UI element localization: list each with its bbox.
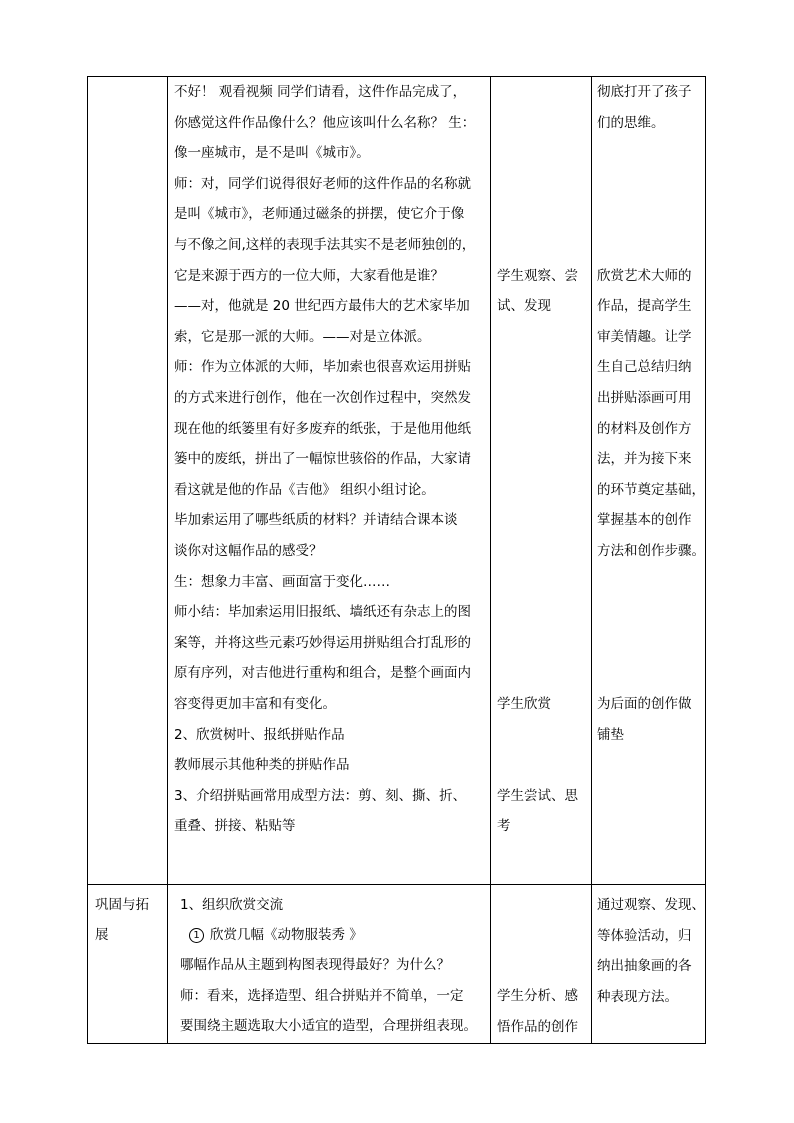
content-line: 铺垫 (597, 726, 624, 743)
content-line: 教师展示其他种类的拼贴作品 (174, 757, 350, 774)
stage-label: 巩固与拓 (95, 897, 149, 913)
content-line: 为后面的创作做 (597, 696, 692, 712)
content-line: 师小结：毕加索运用旧报纸、墙纸还有杂志上的图 (174, 604, 471, 621)
content-line: 们的思维。 (597, 114, 665, 131)
content-line: 师：看来，选择造型、组合拼贴并不简单，一定 (180, 987, 464, 1004)
stage-label: 展 (95, 927, 109, 943)
row-divider (88, 884, 705, 885)
content-line: 考 (497, 818, 511, 835)
content-line: 师：对，同学们说得很好老师的这件作品的名称就 (174, 175, 471, 192)
content-line: 像一座城市，是不是叫《城市》。 (174, 145, 370, 162)
content-line: 学生观察、尝 (497, 267, 578, 284)
content-line: 掌握基本的创作 (597, 512, 692, 529)
content-line: 的环节奠定基础， (597, 481, 705, 498)
content-line: 生：想象力丰富、画面富于变化…… (174, 573, 390, 590)
content-line: 2、欣赏树叶、报纸拼贴作品 (174, 726, 345, 743)
content-line: 等体验活动，归 (597, 927, 692, 944)
content-line: 原有序列，对吉他进行重构和组合，是整个画面内 (174, 665, 471, 682)
content-line: ——对，他就是 20 世纪西方最伟大的艺术家毕加 (174, 298, 470, 315)
content-line: 欣赏艺术大师的 (597, 267, 692, 284)
content-line: 谈你对这幅作品的感受？ (174, 543, 323, 559)
content-line: 的方式来进行创作，他在一次创作过程中，突然发 (174, 390, 471, 406)
column-divider (591, 77, 592, 1043)
content-line: 试、发现 (497, 298, 551, 315)
content-line: 通过观察、发现、 (597, 897, 705, 913)
circled-number-icon: 1 (189, 928, 204, 943)
content-line: 索，它是那一派的大师。——对是立体派。 (174, 328, 431, 345)
content-line: 学生尝试、思 (497, 787, 578, 804)
lesson-table (87, 76, 706, 1044)
content-line: 方法和创作步骤。 (597, 543, 705, 559)
content-line: 学生分析、感 (497, 988, 578, 1004)
content-line: 种表现方法。 (597, 988, 678, 1005)
content-line: 不好！ 观看视频 同学们请看，这件作品完成了， (174, 84, 467, 100)
content-line: 篓中的废纸，拼出了一幅惊世骇俗的作品，大家请 (174, 451, 471, 468)
content-text: 欣赏几幅《动物服装秀 》 (210, 927, 363, 943)
content-line: 师：作为立体派的大师，毕加索也很喜欢运用拼贴 (174, 359, 471, 376)
content-line: 与不像之间,这样的表现手法其实不是老师独创的， (174, 237, 476, 253)
content-line: 你感觉这件作品像什么？他应该叫什么名称？ 生： (174, 114, 476, 131)
content-line: 的材料及创作方 (597, 420, 692, 437)
content-line: 学生欣赏 (497, 696, 551, 712)
content-line: 容变得更加丰富和有变化。 (174, 696, 336, 712)
content-line: 它是来源于西方的一位大师，大家看他是谁？ (174, 267, 444, 284)
content-line: 作品，提高学生 (597, 298, 692, 315)
content-line: 彻底打开了孩子 (597, 84, 692, 100)
content-line (189, 920, 363, 950)
content-line: 3、介绍拼贴画常用成型方法：剪、刻、撕、折、 (174, 787, 467, 804)
column-divider (167, 77, 168, 1043)
content-line: 出拼贴添画可用 (597, 390, 692, 406)
content-line: 是叫《城市》，老师通过磁条的拼摆，使它介于像 (174, 206, 465, 223)
content-line: 毕加索运用了哪些纸质的材料？并请结合课本谈 (174, 512, 458, 529)
content-line: 重叠、拼接、粘贴等 (174, 818, 296, 835)
content-line: 1、组织欣赏交流 (180, 897, 284, 913)
content-line: 法，并为接下来 (597, 451, 692, 468)
content-line: 悟作品的创作 (497, 1018, 578, 1035)
content-line: 要围绕主题选取大小适宜的造型，合理拼组表现。 (180, 1018, 477, 1035)
content-line: 哪幅作品从主题到构图表现得最好？为什么？ (180, 957, 450, 973)
content-line: 看这就是他的作品《吉他》 组织小组讨论。 (174, 481, 435, 498)
content-line: 案等，并将这些元素巧妙得运用拼贴组合打乱形的 (174, 634, 471, 651)
content-line: 审美情趣。让学 (597, 328, 692, 345)
content-line: 纳出抽象画的各 (597, 958, 692, 975)
column-divider (490, 77, 491, 1043)
content-line: 生自己总结归纳 (597, 359, 692, 376)
content-line: 现在他的纸篓里有好多废弃的纸张，于是他用他纸 (174, 420, 471, 437)
